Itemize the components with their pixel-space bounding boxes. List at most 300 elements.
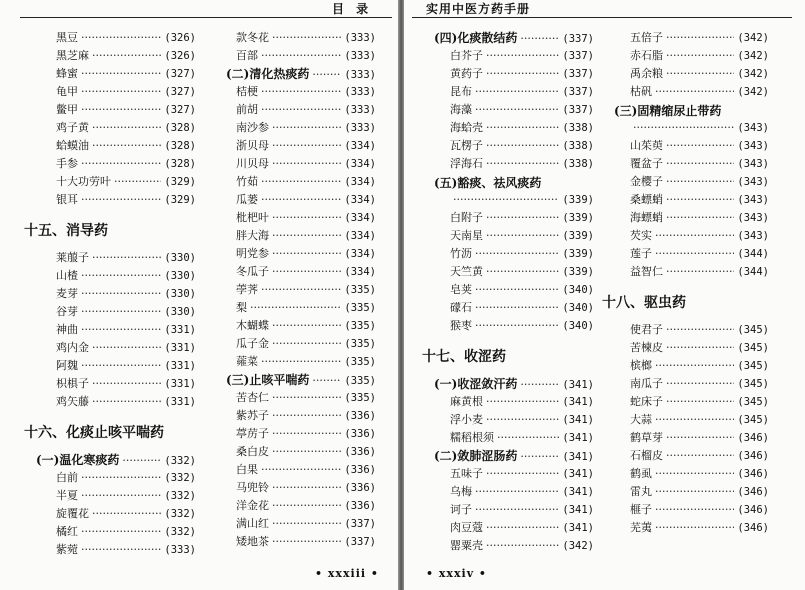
toc-entry [226, 318, 376, 334]
dot-leader [475, 502, 559, 518]
entry-page-number: (335) [344, 375, 376, 387]
dot-leader [655, 502, 734, 518]
entry-page-number: (333) [344, 50, 376, 62]
entry-page-number: (345) [737, 378, 769, 390]
dot-leader [666, 322, 734, 338]
dot-leader [312, 67, 341, 83]
entry-page-number: (341) [562, 486, 594, 498]
toc-entry [226, 444, 376, 460]
entry-name: 百部 [236, 49, 258, 62]
entry-name: 前胡 [236, 103, 258, 116]
entry-name: 南沙参 [236, 121, 269, 134]
entry-name: 紫菀 [56, 543, 78, 556]
entry-page-number: (333) [344, 69, 376, 81]
entry-name: 白附子 [450, 211, 483, 224]
section-heading: 十七、收涩药 [422, 349, 506, 365]
entry-name: 冬瓜子 [236, 265, 269, 278]
entry-name: 益智仁 [630, 265, 663, 278]
entry-page-number: (331) [164, 378, 196, 390]
entry-name: 阿魏 [56, 359, 78, 372]
entry-page-number: (345) [737, 414, 769, 426]
toc-entry [614, 228, 769, 244]
dot-leader [633, 120, 734, 136]
entry-name: 使君子 [630, 323, 663, 336]
toc-entry [434, 520, 594, 536]
entry-name: 竹沥 [450, 247, 472, 260]
entry-page-number: (337) [344, 518, 376, 530]
entry-name: 瓜蒌 [236, 193, 258, 206]
entry-page-number: (334) [344, 140, 376, 152]
dot-leader [520, 31, 559, 47]
toc-entry [226, 210, 376, 226]
dot-leader [272, 228, 341, 244]
entry-page-number: (329) [164, 176, 196, 188]
dot-leader [92, 394, 161, 410]
running-header: 实用中医方药手册 [426, 2, 531, 16]
dot-leader [486, 466, 559, 482]
dot-leader [666, 394, 734, 410]
entry-page-number: (342) [737, 32, 769, 44]
dot-leader [272, 210, 341, 226]
toc-entry [36, 488, 196, 504]
toc-entry [226, 480, 376, 496]
dot-leader [272, 156, 341, 172]
toc-entry [36, 524, 196, 540]
toc-entry [36, 394, 196, 410]
entry-name: 荸荠 [236, 283, 258, 296]
dot-leader [272, 480, 341, 496]
subsection-title: (二)敛肺涩肠药 [434, 449, 518, 463]
running-header: 目 录 [332, 2, 373, 16]
dot-leader [81, 286, 161, 302]
entry-name: 莱菔子 [56, 251, 89, 264]
toc-entry [614, 466, 769, 482]
entry-page-number: (341) [562, 504, 594, 516]
toc-entry [434, 502, 594, 518]
entry-page-number: (333) [164, 544, 196, 556]
subsection-entry [434, 30, 594, 46]
toc-entry [614, 502, 769, 518]
dot-leader [655, 412, 734, 428]
entry-page-number: (341) [562, 379, 594, 391]
toc-entry [226, 192, 376, 208]
entry-page-number: (343) [737, 194, 769, 206]
entry-page-number: (339) [562, 266, 594, 278]
dot-leader [666, 430, 734, 446]
entry-name: 礞石 [450, 301, 472, 314]
entry-page-number: (335) [344, 392, 376, 404]
dot-leader [312, 373, 341, 389]
entry-name: 竹茹 [236, 175, 258, 188]
toc-entry [434, 84, 594, 100]
toc-entry [36, 30, 196, 46]
entry-page-number: (337) [344, 536, 376, 548]
entry-page-number: (341) [562, 451, 594, 463]
toc-entry [434, 102, 594, 118]
toc-entry [614, 48, 769, 64]
toc-entry [614, 246, 769, 262]
toc-entry [614, 376, 769, 392]
entry-name: 猴枣 [450, 319, 472, 332]
subsection-entry [434, 448, 594, 464]
dot-leader [520, 449, 559, 465]
toc-entry [36, 340, 196, 356]
toc-entry [614, 210, 769, 226]
entry-name: 明党参 [236, 247, 269, 260]
subsection-heading: (五)豁痰、祛风痰药 [434, 176, 542, 190]
toc-entry [614, 84, 769, 100]
dot-leader [92, 340, 161, 356]
entry-page-number: (337) [562, 33, 594, 45]
entry-page-number: (335) [344, 320, 376, 332]
entry-page-number: (345) [737, 360, 769, 372]
entry-name: 鸡内金 [56, 341, 89, 354]
toc-entry [36, 358, 196, 374]
dot-leader [81, 470, 161, 486]
toc-entry [434, 246, 594, 262]
entry-name: 浙贝母 [236, 139, 269, 152]
subsection-title: (三)止咳平喘药 [226, 373, 310, 387]
dot-leader [272, 444, 341, 460]
entry-name: 诃子 [450, 503, 472, 516]
toc-entry [614, 138, 769, 154]
entry-page-number: (334) [344, 266, 376, 278]
entry-page-number: (335) [344, 338, 376, 350]
entry-name: 枯矾 [630, 85, 652, 98]
entry-page-number: (335) [344, 284, 376, 296]
toc-entry [614, 394, 769, 410]
toc-entry [614, 448, 769, 464]
entry-name: 矮地茶 [236, 535, 269, 548]
toc-entry [36, 120, 196, 136]
dot-leader [272, 498, 341, 514]
entry-page-number: (334) [344, 248, 376, 260]
toc-entry [614, 174, 769, 190]
dot-leader [81, 304, 161, 320]
entry-page-number: (344) [737, 248, 769, 260]
entry-page-number: (336) [344, 500, 376, 512]
entry-page-number: (343) [737, 122, 769, 134]
entry-name: 天竺黄 [450, 265, 483, 278]
entry-name: 大蒜 [630, 413, 652, 426]
entry-page-number: (335) [344, 302, 376, 314]
dot-leader [655, 484, 734, 500]
page-number: • xxxiii • [315, 567, 379, 580]
entry-name: 五味子 [450, 467, 483, 480]
toc-entry [36, 542, 196, 558]
dot-leader [486, 520, 559, 536]
entry-name: 南瓜子 [630, 377, 663, 390]
toc-entry [434, 466, 594, 482]
toc-entry [614, 358, 769, 374]
dot-leader [92, 250, 161, 266]
entry-page-number: (341) [562, 414, 594, 426]
entry-name: 海蛤壳 [450, 121, 483, 134]
dot-leader [666, 340, 734, 356]
entry-page-number: (328) [164, 122, 196, 134]
entry-name: 木蝴蝶 [236, 319, 269, 332]
toc-entry [36, 66, 196, 82]
toc-entry [434, 430, 594, 446]
toc-entry [434, 66, 594, 82]
toc-entry [36, 102, 196, 118]
dot-leader [272, 264, 341, 280]
toc-entry [434, 138, 594, 154]
subsection-title: (四)化痰散结药 [434, 31, 518, 45]
entry-page-number: (334) [344, 230, 376, 242]
toc-entry [614, 430, 769, 446]
toc-entry [226, 138, 376, 154]
entry-page-number: (334) [344, 176, 376, 188]
toc-entry [36, 138, 196, 154]
entry-page-number: (341) [562, 522, 594, 534]
entry-page-number: (346) [737, 450, 769, 462]
dot-leader [261, 282, 341, 298]
dot-leader [655, 228, 734, 244]
toc-entry [614, 120, 769, 136]
toc-entry [36, 250, 196, 266]
dot-leader [453, 192, 559, 208]
entry-name: 麻黄根 [450, 395, 483, 408]
toc-entry [36, 156, 196, 172]
entry-name: 糯稻根须 [450, 431, 494, 444]
entry-page-number: (331) [164, 342, 196, 354]
toc-entry [36, 192, 196, 208]
toc-entry [36, 376, 196, 392]
entry-page-number: (332) [164, 472, 196, 484]
dot-leader [475, 246, 559, 262]
entry-page-number: (345) [737, 396, 769, 408]
toc-entry [434, 156, 594, 172]
toc-entry [226, 48, 376, 64]
toc-entry [226, 102, 376, 118]
dot-leader [272, 534, 341, 550]
dot-leader [666, 264, 734, 280]
dot-leader [655, 358, 734, 374]
entry-page-number: (327) [164, 68, 196, 80]
entry-name: 苦杏仁 [236, 391, 269, 404]
entry-page-number: (343) [737, 176, 769, 188]
entry-name: 十大功劳叶 [56, 175, 111, 188]
entry-page-number: (332) [164, 490, 196, 502]
entry-name: 金樱子 [630, 175, 663, 188]
dot-leader [666, 174, 734, 190]
entry-name: 白芥子 [450, 49, 483, 62]
toc-entry [36, 322, 196, 338]
subsection-entry [226, 66, 376, 82]
dot-leader [261, 462, 341, 478]
toc-entry [226, 516, 376, 532]
toc-entry [226, 228, 376, 244]
entry-page-number: (346) [737, 522, 769, 534]
dot-leader [261, 102, 341, 118]
entry-name: 乌梅 [450, 485, 472, 498]
entry-page-number: (335) [344, 356, 376, 368]
entry-page-number: (328) [164, 140, 196, 152]
entry-page-number: (346) [737, 432, 769, 444]
entry-page-number: (338) [562, 140, 594, 152]
entry-name: 鸡子黄 [56, 121, 89, 134]
dot-leader [114, 174, 161, 190]
toc-entry [226, 246, 376, 262]
entry-name: 鹤虱 [630, 467, 652, 480]
toc-entry [614, 156, 769, 172]
entry-name: 谷芽 [56, 305, 78, 318]
toc-entry [36, 268, 196, 284]
header-rule [20, 17, 392, 18]
entry-page-number: (345) [737, 324, 769, 336]
entry-page-number: (346) [737, 504, 769, 516]
entry-page-number: (330) [164, 288, 196, 300]
entry-name: 鳖甲 [56, 103, 78, 116]
entry-name: 浮海石 [450, 157, 483, 170]
entry-name: 白果 [236, 463, 258, 476]
dot-leader [81, 524, 161, 540]
toc-entry [226, 534, 376, 550]
entry-name: 梨 [236, 301, 247, 314]
entry-page-number: (328) [164, 158, 196, 170]
entry-page-number: (336) [344, 410, 376, 422]
dot-leader [666, 138, 734, 154]
header-rule [412, 17, 792, 18]
left-page [0, 0, 400, 590]
toc-entry [226, 462, 376, 478]
dot-leader [122, 453, 161, 469]
dot-leader [272, 390, 341, 406]
entry-page-number: (336) [344, 464, 376, 476]
dot-leader [92, 376, 161, 392]
entry-name: 石榴皮 [630, 449, 663, 462]
entry-name: 银耳 [56, 193, 78, 206]
entry-name: 莲子 [630, 247, 652, 260]
dot-leader [92, 506, 161, 522]
entry-name: 五倍子 [630, 31, 663, 44]
dot-leader [666, 376, 734, 392]
entry-name: 洋金花 [236, 499, 269, 512]
dot-leader [81, 192, 161, 208]
entry-page-number: (334) [344, 158, 376, 170]
entry-page-number: (342) [737, 50, 769, 62]
subsection-title: (二)清化热痰药 [226, 67, 310, 81]
entry-page-number: (340) [562, 320, 594, 332]
toc-entry [226, 264, 376, 280]
entry-name: 覆盆子 [630, 157, 663, 170]
toc-entry [614, 66, 769, 82]
dot-leader [81, 488, 161, 504]
dot-leader [486, 228, 559, 244]
entry-page-number: (337) [562, 104, 594, 116]
toc-entry [434, 538, 594, 554]
dot-leader [666, 66, 734, 82]
entry-name: 肉豆蔻 [450, 521, 483, 534]
entry-name: 枇杷叶 [236, 211, 269, 224]
entry-page-number: (343) [737, 140, 769, 152]
toc-entry [226, 174, 376, 190]
section-heading: 十五、消导药 [24, 223, 108, 239]
entry-name: 白前 [56, 471, 78, 484]
page-number: • xxxiv • [426, 567, 487, 580]
entry-name: 瓦楞子 [450, 139, 483, 152]
dot-leader [475, 84, 559, 100]
entry-name: 黄药子 [450, 67, 483, 80]
dot-leader [81, 66, 161, 82]
dot-leader [261, 48, 341, 64]
entry-name: 鸡矢藤 [56, 395, 89, 408]
dot-leader [666, 192, 734, 208]
entry-page-number: (340) [562, 284, 594, 296]
entry-name: 黑豆 [56, 31, 78, 44]
toc-entry [36, 506, 196, 522]
entry-page-number: (326) [164, 50, 196, 62]
entry-page-number: (344) [737, 266, 769, 278]
entry-name: 蜂蜜 [56, 67, 78, 80]
dot-leader [475, 318, 559, 334]
toc-entry [434, 264, 594, 280]
subsection-heading: (三)固精缩尿止带药 [614, 104, 722, 118]
toc-entry [614, 520, 769, 536]
entry-page-number: (346) [737, 486, 769, 498]
dot-leader [655, 246, 734, 262]
entry-page-number: (329) [164, 194, 196, 206]
toc-entry [434, 394, 594, 410]
entry-page-number: (332) [164, 455, 196, 467]
dot-leader [486, 120, 559, 136]
dot-leader [81, 102, 161, 118]
entry-page-number: (337) [562, 68, 594, 80]
entry-name: 桑白皮 [236, 445, 269, 458]
entry-name: 马兜铃 [236, 481, 269, 494]
entry-name: 瓜子金 [236, 337, 269, 350]
toc-entry [36, 174, 196, 190]
toc-entry [434, 210, 594, 226]
entry-page-number: (326) [164, 32, 196, 44]
right-page [404, 0, 805, 590]
entry-page-number: (333) [344, 104, 376, 116]
entry-name: 槟榔 [630, 359, 652, 372]
entry-name: 赤石脂 [630, 49, 663, 62]
toc-entry [614, 192, 769, 208]
dot-leader [486, 66, 559, 82]
toc-entry [226, 120, 376, 136]
entry-page-number: (339) [562, 230, 594, 242]
subsection-entry [226, 372, 376, 388]
entry-page-number: (343) [737, 212, 769, 224]
subsection-title: (一)温化寒痰药 [36, 453, 120, 467]
dot-leader [92, 120, 161, 136]
entry-name: 皂荚 [450, 283, 472, 296]
dot-leader [475, 282, 559, 298]
dot-leader [272, 336, 341, 352]
entry-name: 蛤蟆油 [56, 139, 89, 152]
dot-leader [272, 318, 341, 334]
dot-leader [486, 138, 559, 154]
entry-page-number: (337) [562, 86, 594, 98]
entry-page-number: (331) [164, 360, 196, 372]
entry-name: 浮小麦 [450, 413, 483, 426]
entry-page-number: (345) [737, 342, 769, 354]
entry-page-number: (338) [562, 158, 594, 170]
section-heading: 十八、驱虫药 [602, 295, 686, 311]
dot-leader [81, 30, 161, 46]
dot-leader [272, 426, 341, 442]
dot-leader [486, 264, 559, 280]
entry-page-number: (332) [164, 526, 196, 538]
dot-leader [666, 30, 734, 46]
toc-entry [434, 300, 594, 316]
entry-name: 山楂 [56, 269, 78, 282]
dot-leader [486, 412, 559, 428]
toc-entry [226, 354, 376, 370]
